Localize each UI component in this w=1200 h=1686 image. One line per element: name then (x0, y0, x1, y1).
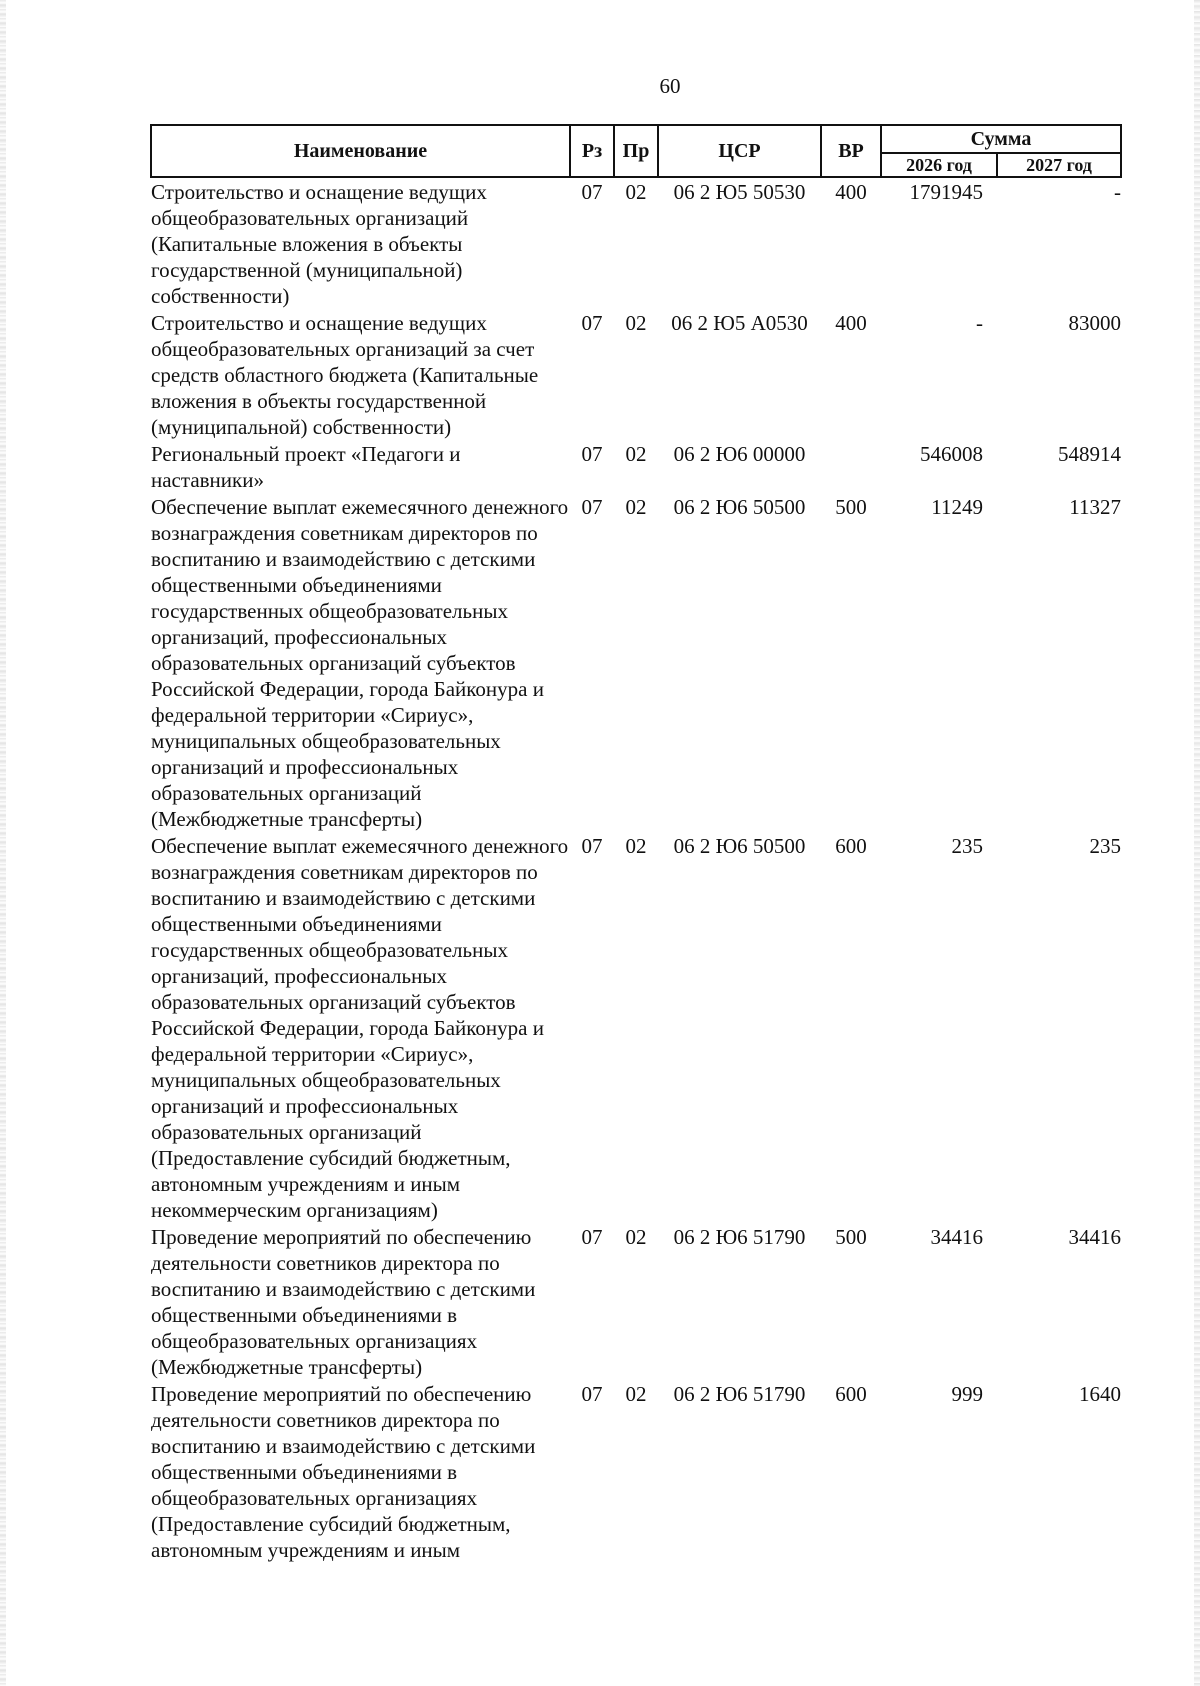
table-row (151, 309, 1121, 440)
row-pr: 02 (625, 834, 647, 858)
row-rz: 07 (581, 180, 603, 204)
header-sum: Сумма (881, 125, 1121, 153)
table-header (151, 125, 1121, 177)
row-sum-2027: 548914 (1058, 442, 1122, 466)
row-pr: 02 (625, 1382, 647, 1406)
row-csr: 06 2 Ю6 51790 (673, 1225, 806, 1249)
row-sum-2027: 11327 (1069, 495, 1122, 519)
table-row (151, 832, 1121, 1223)
row-rz: 07 (581, 1382, 603, 1406)
row-name: Строительство и оснащение ведущих общеобразовательных организаций (Капитальные вложения в объекты государственной (муниципальной) собственности) (151, 180, 487, 308)
row-vr: 500 (835, 1225, 867, 1249)
row-name: Проведение мероприятий по обеспечению деятельности советников директора по воспитанию и взаимодействию с детскими общественными объединениями в общеобразовательных организациях (Межбюджетные трансферты) (151, 1225, 536, 1379)
row-rz: 07 (581, 311, 603, 335)
row-vr: 500 (835, 495, 867, 519)
table-row (151, 440, 1121, 493)
row-vr: 400 (835, 180, 867, 204)
row-vr: 600 (835, 834, 867, 858)
row-vr: 400 (835, 311, 867, 335)
row-name: Обеспечение выплат ежемесячного денежного вознаграждения советникам директоров по воспитанию и взаимодействию с детскими общественными объединениями государственных общеобразовательных организаций, профессиональных образовательных организаций субъектов Российской Федерации, города Байконура и федеральной территории «Сириус», муниципальных общеобразовательных организаций и профессиональных образовательных организаций (Предоставление субсидий бюджетным, автономным учреждениям и иным некоммерческим организациям) (151, 834, 569, 1222)
page-number: 60 (659, 74, 681, 98)
row-csr: 06 2 Ю5 50530 (673, 180, 806, 204)
table-row (151, 1380, 1121, 1563)
header-rz: Рз (570, 125, 614, 177)
row-csr: 06 2 Ю6 00000 (673, 442, 806, 466)
budget-table (150, 124, 1122, 1563)
row-pr: 02 (625, 495, 647, 519)
row-name: Региональный проект «Педагоги и наставники» (151, 442, 461, 492)
row-name: Проведение мероприятий по обеспечению деятельности советников директора по воспитанию и взаимодействию с детскими общественными объединениями в общеобразовательных организациях (Предоставление субсидий бюджетным, автономным учреждениям и иным (151, 1382, 536, 1562)
scan-edge-right (1194, 0, 1200, 1686)
row-sum-2026: 34416 (930, 1225, 983, 1249)
table-body (151, 177, 1121, 1563)
row-sum-2026: 546008 (920, 442, 983, 466)
scan-edge-left (0, 0, 6, 1686)
header-vr: ВР (821, 125, 881, 177)
row-name: Строительство и оснащение ведущих общеобразовательных организаций за счет средств областного бюджета (Капитальные вложения в объекты государственной (муниципальной) собственности) (151, 311, 539, 439)
row-csr: 06 2 Ю6 51790 (673, 1382, 806, 1406)
row-vr: 600 (835, 1382, 867, 1406)
row-name: Обеспечение выплат ежемесячного денежного вознаграждения советникам директоров по воспитанию и взаимодействию с детскими общественными объединениями государственных общеобразовательных организаций, профессиональных образовательных организаций субъектов Российской Федерации, города Байконура и федеральной территории «Сириус», муниципальных общеобразовательных организаций и профессиональных образовательных организаций (Межбюджетные трансферты) (151, 495, 569, 831)
row-sum-2027: 235 (1089, 834, 1122, 858)
row-rz: 07 (581, 495, 603, 519)
row-sum-2027: - (1114, 180, 1122, 204)
row-pr: 02 (625, 180, 647, 204)
row-pr: 02 (625, 1225, 647, 1249)
row-csr: 06 2 Ю6 50500 (673, 834, 806, 858)
table-row (151, 1223, 1121, 1380)
row-rz: 07 (581, 442, 603, 466)
row-sum-2027: 1640 (1079, 1382, 1122, 1406)
row-rz: 07 (581, 1225, 603, 1249)
row-sum-2026: - (976, 311, 983, 335)
row-rz: 07 (581, 834, 603, 858)
row-vr (821, 440, 881, 493)
row-sum-2026: 1791945 (909, 180, 983, 204)
row-csr: 06 2 Ю5 А0530 (671, 311, 808, 335)
table-row (151, 177, 1121, 309)
header-2026: 2026 год (881, 153, 997, 177)
row-csr: 06 2 Ю6 50500 (673, 495, 806, 519)
row-sum-2026: 11249 (931, 495, 983, 519)
row-pr: 02 (625, 442, 647, 466)
row-sum-2027: 83000 (1068, 311, 1122, 335)
row-sum-2027: 34416 (1068, 1225, 1122, 1249)
header-2027: 2027 год (997, 153, 1121, 177)
row-sum-2026: 235 (951, 834, 983, 858)
header-csr: ЦСР (658, 125, 821, 177)
header-name: Наименование (151, 125, 570, 177)
row-sum-2026: 999 (951, 1382, 983, 1406)
row-pr: 02 (625, 311, 647, 335)
table-row (151, 493, 1121, 832)
header-pr: Пр (614, 125, 658, 177)
